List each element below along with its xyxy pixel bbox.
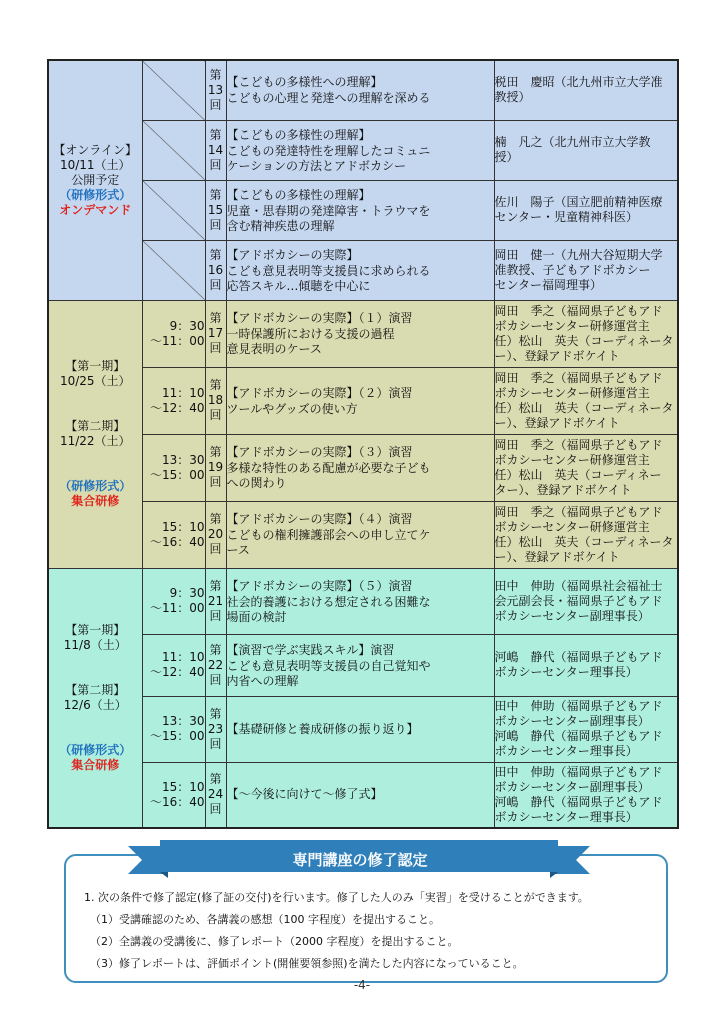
lecturer: 岡田 季之（福岡県子どもアド ボカシーセンター研修運営主 任）松山 英夫（コーディネータ ー）、登録アドボケイト	[494, 367, 678, 434]
page-number: -4-	[353, 978, 371, 992]
session-time: 13：30 ～15：00	[142, 696, 205, 762]
session-number: 第 15 回	[205, 180, 226, 240]
group-date-cell: 【第一期】 10/25（土） 【第二期】 11/22（土） （研修形式） 集合研修	[48, 300, 142, 568]
session-row	[48, 240, 678, 300]
format-label: （研修形式）	[59, 479, 132, 493]
session-time: 15：10 ～16：40	[142, 762, 205, 828]
session-row	[48, 434, 678, 501]
empty-time-cell	[142, 180, 205, 240]
session-row	[48, 501, 678, 568]
mode-label: 集合研修	[71, 494, 120, 508]
session-number: 第 21 回	[205, 568, 226, 634]
condition-line: （2）全講義の受講後に、修了レポート（2000 字程度）を提出すること。	[90, 935, 459, 948]
session-row	[48, 60, 678, 120]
session-row	[48, 634, 678, 696]
condition-line: （3）修了レポートは、評価ポイント(開催要領参照)を満たした内容になっていること。	[90, 957, 524, 970]
session-row	[48, 180, 678, 240]
session-row	[48, 762, 678, 828]
lecturer: 佐川 陽子（国立肥前精神医療 センター・児童精神科医）	[494, 180, 678, 240]
lecturer: 税田 慶昭（北九州市立大学准 教授）	[494, 60, 678, 120]
session-title: 【アドボカシーの実際】（２）演習 ツールやグッズの使い方	[226, 367, 494, 434]
group-date-cell: 【第一期】 11/8（土） 【第二期】 12/6（土） （研修形式） 集合研修	[48, 568, 142, 828]
session-title: 【こどもの多様性への理解】 こどもの心理と発達への理解を深める	[226, 60, 494, 120]
session-time: 11：10 ～12：40	[142, 634, 205, 696]
session-number: 第 17 回	[205, 300, 226, 367]
mode-label: 集合研修	[71, 757, 120, 772]
session-number: 第 22 回	[205, 634, 226, 696]
group-date-cell: 【オンライン】 10/11（土） 公開予定 （研修形式） オンデマンド	[48, 60, 142, 300]
empty-time-cell	[142, 240, 205, 300]
lecturer: 岡田 季之（福岡県子どもアド ボカシーセンター研修運営主 任）松山 英夫（コーディネータ ー）、登録アドボケイト	[494, 300, 678, 367]
lecturer: 田中 伸助（福岡県子どもアド ボカシーセンター副理事長） 河嶋 静代（福岡県子どもアド ボカシーセンター理事長）	[494, 762, 678, 828]
session-row	[48, 696, 678, 762]
lecturer: 田中 伸助（福岡県子どもアド ボカシーセンター副理事長） 河嶋 静代（福岡県子どもアド ボカシーセンター理事長）	[494, 696, 678, 762]
session-time: 15：10 ～16：40	[142, 501, 205, 568]
session-time: 13：30 ～15：00	[142, 434, 205, 501]
lecturer: 楠 凡之（北九州市立大学教 授）	[494, 120, 678, 180]
session-row	[48, 120, 678, 180]
lecturer: 岡田 季之（福岡県子どもアド ボカシーセンター研修運営主 任）松山 英夫（コーディネー ター）、登録アドボケイト	[494, 434, 678, 501]
banner-title: 専門講座の修了認定	[292, 851, 428, 869]
session-time: 11：10 ～12：40	[142, 367, 205, 434]
lecturer: 岡田 季之（福岡県子どもアド ボカシーセンター研修運営主 任）松山 英夫（コーディネータ ー）、登録アドボケイト	[494, 501, 678, 568]
session-number: 第 20 回	[205, 501, 226, 568]
session-row	[48, 367, 678, 434]
session-row	[48, 568, 678, 634]
condition-line: 1. 次の条件で修了認定(修了証の交付)を行います。修了した人のみ「実習」を受けることができます。	[84, 891, 589, 904]
format-label: （研修形式）	[59, 187, 132, 202]
session-title: 【基礎研修と養成研修の振り返り】	[226, 696, 494, 762]
session-title: 【アドボカシーの実際】（４）演習 こどもの権利擁護部会への申し立てケ ース	[226, 501, 494, 568]
certification-conditions	[84, 887, 654, 975]
format-label: （研修形式）	[59, 742, 132, 757]
mode-label: オンデマンド	[59, 202, 132, 217]
condition-line: （1）受講確認のため、各講義の感想（100 字程度）を提出すること。	[90, 913, 441, 926]
lecturer: 岡田 健一（九州大谷短期大学 准教授、子どもアドボカシー センター福岡理事）	[494, 240, 678, 300]
session-number: 第 14 回	[205, 120, 226, 180]
session-title: 【演習で学ぶ実践スキル】演習 こども意見表明等支援員の自己覚知や 内省への理解	[226, 634, 494, 696]
lecturer: 田中 伸助（福岡県社会福祉士 会元副会長・福岡県子どもアド ボカシーセンター副理事長）	[494, 568, 678, 634]
session-number: 第 23 回	[205, 696, 226, 762]
empty-time-cell	[142, 60, 205, 120]
session-title: 【こどもの多様性の理解】 児童・思春期の発達障害・トラウマを 含む精神疾患の理解	[226, 180, 494, 240]
session-number: 第 16 回	[205, 240, 226, 300]
session-title: 【こどもの多様性の理解】 こどもの発達特性を理解したコミュニ ケーションの方法とアドボカシー	[226, 120, 494, 180]
schedule-table	[47, 59, 679, 829]
session-number: 第 18 回	[205, 367, 226, 434]
session-time: 9：30 ～11：00	[142, 568, 205, 634]
session-number: 第 13 回	[205, 60, 226, 120]
session-title: 【アドボカシーの実際】（１）演習 一時保護所における支援の過程 意見表明のケース	[226, 300, 494, 367]
session-row	[48, 300, 678, 367]
session-title: 【アドボカシーの実際】（３）演習 多様な特性のある配慮が必要な子ども への関わり	[226, 434, 494, 501]
session-title: 【アドボカシーの実際】（５）演習 社会的養護における想定される困難な 場面の検討	[226, 568, 494, 634]
session-number: 第 24 回	[205, 762, 226, 828]
empty-time-cell	[142, 120, 205, 180]
lecturer: 河嶋 静代（福岡県子どもアド ボカシーセンター理事長）	[494, 634, 678, 696]
session-number: 第 19 回	[205, 434, 226, 501]
session-title: 【～今後に向けて～修了式】	[226, 762, 494, 828]
session-time: 9：30 ～11：00	[142, 300, 205, 367]
session-title: 【アドボカシーの実際】 こども意見表明等支援員に求められる 応答スキル…傾聴を中心に	[226, 240, 494, 300]
